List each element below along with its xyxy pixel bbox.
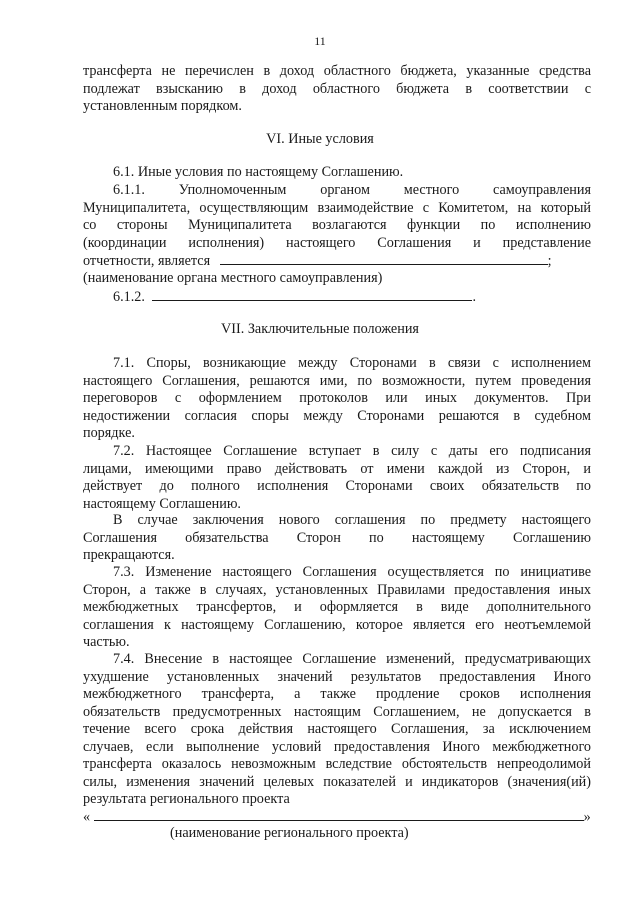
- text-line: частью.: [83, 634, 130, 650]
- text-line: 6.1.1. Уполномоченным органом местного самоуправления: [113, 182, 591, 198]
- text-line: действует до полного исполнения Сторонами своих обязательств по: [83, 478, 591, 494]
- text-line: подлежат взысканию в доход областного бюджета в соответствии с: [83, 80, 591, 97]
- text-line: прекращаются.: [83, 547, 175, 563]
- blank-field: [152, 288, 472, 301]
- quote-close: »: [583, 809, 591, 825]
- clause-7-2-continuation: [83, 512, 591, 565]
- text-line: 7.4. Внесение в настоящее Соглашение изменений, предусматривающих: [113, 651, 591, 667]
- text-line: обязательств предусмотренных настоящим Соглашением, не допускается в: [83, 703, 591, 720]
- text-line: лицами, имеющими право действовать от имени каждой из Сторон, и: [83, 460, 591, 477]
- clause-6-1-2: [83, 288, 621, 307]
- project-caption: (наименование регионального проекта): [170, 825, 409, 841]
- clause-7-3: [83, 564, 591, 652]
- section-6-heading: VI. Иные условия: [266, 131, 374, 147]
- text-line: со стороны Муниципалитета возлагаются функции по исполнению: [83, 217, 591, 233]
- clause-7-1: [83, 355, 591, 443]
- text-line: установленным порядком.: [83, 98, 242, 114]
- blank-field: [94, 808, 584, 821]
- text-line: ухудшение установленных значений результатов предоставления Иного: [83, 668, 591, 685]
- text-line: настоящего Соглашения, решаются ими, по возможности, путем проведения: [83, 372, 591, 389]
- text-line: отчетности, является: [83, 253, 211, 269]
- clause-6-1: [83, 164, 591, 182]
- text-line: 7.1. Споры, возникающие между Сторонами в связи с исполнением: [113, 355, 591, 371]
- text-line: настоящему Соглашению.: [83, 495, 241, 512]
- text-line: результата регионального проекта: [83, 791, 290, 807]
- clause-number: 6.1.2.: [113, 289, 145, 305]
- text-line: (координации исполнения) настоящего Соглашения и представление: [83, 234, 591, 251]
- page-number: 11: [314, 34, 326, 48]
- text-line: Сторон, а также в случаях, установленных Правилами предоставления иных: [83, 581, 591, 598]
- text-line: 6.1. Иные условия по настоящему Соглашению.: [113, 164, 404, 180]
- text-line: межбюджетных трансфертов, и оформляется в виде дополнительного: [83, 599, 591, 615]
- text-line: соглашения к настоящему Соглашению, которое является его неотъемлемой: [83, 616, 591, 633]
- text-line: В случае заключения нового соглашения по предмету настоящего: [113, 512, 591, 528]
- organ-caption: (наименование органа местного самоуправления): [83, 270, 383, 286]
- text-line: 7.2. Настоящее Соглашение вступает в силу с даты его подписания: [113, 443, 591, 459]
- text-line: 7.3. Изменение настоящего Соглашения осуществляется по инициативе: [113, 564, 591, 580]
- clause-7-2: [83, 443, 591, 513]
- text-line: Муниципалитета, осуществляющим взаимодействие с Комитетом, на который: [83, 199, 591, 216]
- quote-open: «: [83, 809, 91, 825]
- text-line: переговоров с оформлением протоколов или иных документов. При: [83, 390, 591, 406]
- text-line: Соглашения обязательства Сторон по настоящему Соглашению: [83, 529, 591, 546]
- text-line: трансферта оказалось невозможным вследствие обстоятельств непреодолимой: [83, 756, 591, 772]
- semicolon: ;: [547, 253, 552, 269]
- text-line: порядке.: [83, 425, 135, 441]
- text-line: течение всего срока действия настоящего Соглашения, за исключением: [83, 721, 591, 737]
- project-fill-line: [83, 808, 591, 827]
- period: .: [472, 289, 477, 305]
- section-7-heading: VII. Заключительные положения: [221, 321, 419, 337]
- text-line: случаев, если выполнение условий предоставления Иного межбюджетного: [83, 738, 591, 755]
- text-line: силы, изменения значений целевых показателей и индикаторов (значения(ий): [83, 773, 591, 790]
- clause-6-1-1: [83, 182, 591, 252]
- text-line: недостижении согласия споры между Сторонами решаются в судебном: [83, 407, 591, 424]
- text-line: межбюджетного трансферта, а также продление сроков исполнения: [83, 686, 591, 702]
- clause-6-1-1-fill-line: [83, 252, 591, 271]
- blank-field: [220, 252, 548, 265]
- text-line: трансферта не перечислен в доход областного бюджета, указанные средства: [83, 63, 591, 79]
- intro-paragraph: [83, 63, 591, 116]
- clause-7-4: [83, 651, 591, 809]
